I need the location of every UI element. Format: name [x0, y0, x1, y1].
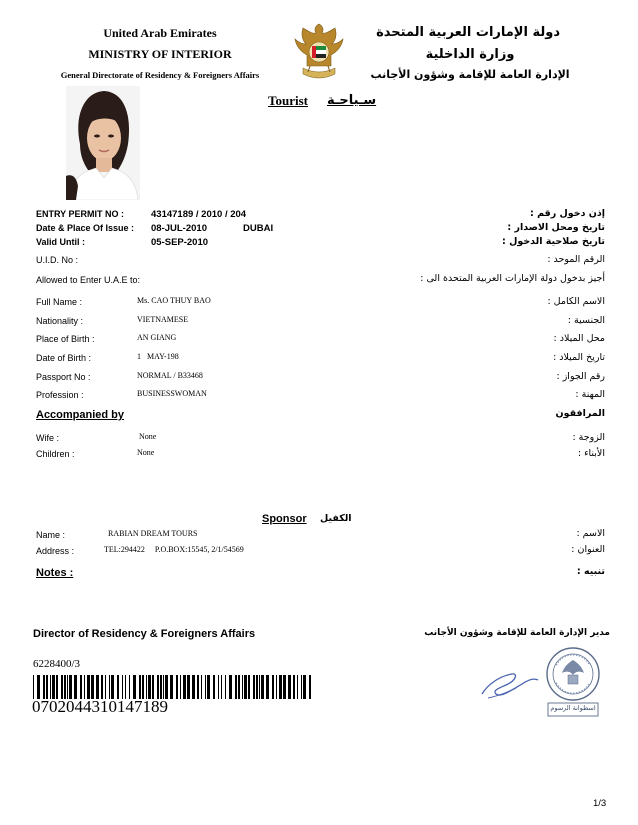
barcode-bar [183, 675, 186, 699]
entry-permit-value: 43147189 / 2010 / 204 [151, 209, 247, 220]
permit-type-title-ar: سـياحـة [327, 93, 377, 108]
director-title-ar: مدير الإدارة العامة للإقامة وشؤون الأجانب [424, 628, 610, 638]
sponsor-address-value: TEL:294422 P.O.BOX:15545, 2/1/54569 [104, 545, 244, 554]
profession-label-ar: المهنة : [575, 389, 605, 400]
header-directorate: General Directorate of Residency & Foreigners Affairs [60, 70, 260, 80]
barcode-bar [242, 675, 243, 699]
nationality-value: VIETNAMESE [137, 315, 189, 324]
full-name-label-ar: الاسم الكامل : [547, 296, 605, 307]
barcode-bar [142, 675, 144, 699]
header-ministry-ar: وزارة الداخلية [425, 47, 515, 62]
passport-no-label: Passport No : [36, 372, 91, 382]
barcode-bar [229, 675, 232, 699]
uid-label-ar: الرقم الموحد : [547, 254, 605, 265]
permit-type-title: Tourist [268, 93, 308, 108]
barcode-bar [152, 675, 154, 699]
barcode [33, 675, 311, 699]
barcode-bar [303, 675, 306, 699]
barcode-bar [37, 675, 40, 699]
applicant-photo [66, 86, 140, 200]
valid-until-label-ar: تاريخ صلاحية الدخول : [502, 236, 605, 247]
barcode-bar [117, 675, 119, 699]
date-place-label: Date & Place Of Issue : [36, 223, 135, 233]
nationality-label: Nationality : [36, 316, 84, 326]
barcode-bar [133, 675, 136, 699]
barcode-bar [261, 675, 264, 699]
barcode-bar [105, 675, 106, 699]
barcode-bar [279, 675, 282, 699]
barcode-bar [176, 675, 178, 699]
barcode-number: 0702044310147189 [32, 697, 168, 716]
sponsor-title-ar: الكفيل [320, 513, 352, 524]
barcode-bar [253, 675, 255, 699]
barcode-bar [148, 675, 151, 699]
valid-until-label: Valid Until : [36, 237, 86, 247]
accompanied-title: Accompanied by [36, 409, 125, 421]
barcode-bar [109, 675, 110, 699]
director-signature [478, 668, 548, 702]
barcode-bar [84, 675, 85, 699]
barcode-bar [187, 675, 190, 699]
barcode-bar [163, 675, 164, 699]
barcode-bar [46, 675, 48, 699]
barcode-bar [125, 675, 126, 699]
sponsor-title: Sponsor [262, 513, 307, 525]
profession-label: Profession : [36, 390, 84, 400]
barcode-bar [43, 675, 45, 699]
stamp-caption: اسطوانة الرسوم [550, 704, 596, 712]
barcode-bar [192, 675, 195, 699]
wife-label: Wife : [36, 433, 60, 443]
barcode-bar [283, 675, 286, 699]
barcode-bar [201, 675, 202, 699]
barcode-bar [288, 675, 291, 699]
barcode-bar [180, 675, 181, 699]
accompanied-title-ar: المرافقون [555, 408, 605, 419]
barcode-bar [301, 675, 302, 699]
barcode-bar [101, 675, 103, 699]
barcode-bar [309, 675, 311, 699]
issue-date-value: 08-JUL-2010 [151, 223, 207, 234]
barcode-bar [238, 675, 240, 699]
nationality-label-ar: الجنسية : [567, 315, 605, 326]
date-of-birth-label: Date of Birth : [36, 353, 92, 363]
sponsor-address-label-ar: العنوان : [571, 544, 605, 555]
barcode-bar [235, 675, 237, 699]
uid-label: U.I.D. No : [36, 255, 79, 265]
sponsor-name-value: RABIAN DREAM TOURS [108, 529, 198, 538]
barcode-bar [160, 675, 162, 699]
notes-label-ar: تنبيه : [576, 566, 605, 577]
header-directorate-ar: الإدارة العامة للإقامة وشؤون الأجانب [370, 68, 570, 81]
barcode-bar [197, 675, 199, 699]
barcode-bar [91, 675, 94, 699]
valid-until-value: 05-SEP-2010 [151, 237, 209, 248]
uae-emblem-icon [293, 22, 345, 82]
barcode-bar [139, 675, 141, 699]
sponsor-name-label: Name : [36, 530, 66, 540]
barcode-bar [96, 675, 99, 699]
barcode-bar [248, 675, 250, 699]
sponsor-address-label: Address : [36, 546, 75, 556]
barcode-bar [50, 675, 51, 699]
allowed-label-ar: أجيز بدخول دولة الإمارات العربية المتحدة الى : [420, 273, 605, 284]
children-label: Children : [36, 449, 75, 459]
barcode-bar [80, 675, 82, 699]
reference-number: 6228400/3 [33, 658, 81, 670]
barcode-bar [221, 675, 222, 699]
barcode-bar [225, 675, 226, 699]
passport-no-value: NORMAL / B33468 [137, 371, 203, 380]
issue-place-value: DUBAI [243, 223, 274, 234]
passport-no-label-ar: رقم الجواز : [556, 371, 605, 382]
barcode-bar [122, 675, 123, 699]
entry-permit-label: ENTRY PERMIT NO : [36, 209, 125, 219]
barcode-bar [170, 675, 173, 699]
full-name-value: Ms. CAO THUY BAO [137, 296, 211, 305]
place-of-birth-label: Place of Birth : [36, 334, 95, 344]
barcode-bar [74, 675, 77, 699]
barcode-bar [52, 675, 55, 699]
barcode-bar [272, 675, 274, 699]
barcode-bar [157, 675, 159, 699]
barcode-bar [213, 675, 215, 699]
full-name-label: Full Name : [36, 297, 83, 307]
barcode-bar [69, 675, 72, 699]
notes-label: Notes : [36, 567, 74, 579]
barcode-bar [33, 675, 34, 699]
barcode-bar [207, 675, 210, 699]
barcode-bar [87, 675, 90, 699]
header-ministry: MINISTRY OF INTERIOR [88, 47, 232, 61]
barcode-bar [276, 675, 277, 699]
place-of-birth-label-ar: محل الميلاد : [553, 333, 605, 344]
barcode-bar [61, 675, 63, 699]
barcode-bar [266, 675, 269, 699]
director-title: Director of Residency & Foreigners Affairs [33, 628, 256, 640]
barcode-bar [297, 675, 298, 699]
children-value: None [137, 448, 155, 457]
barcode-bar [56, 675, 58, 699]
entry-permit-label-ar: إذن دخول رقم : [529, 208, 605, 219]
barcode-bar [259, 675, 260, 699]
barcode-bar [293, 675, 295, 699]
wife-label-ar: الزوجة : [572, 432, 605, 443]
header-country: United Arab Emirates [103, 26, 217, 40]
barcode-bar [244, 675, 247, 699]
barcode-bar [111, 675, 114, 699]
profession-value: BUSINESSWOMAN [137, 389, 207, 398]
page-number: 1/3 [593, 798, 607, 809]
allowed-label: Allowed to Enter U.A.E to: [36, 275, 141, 285]
barcode-bar [205, 675, 206, 699]
barcode-bar [67, 675, 68, 699]
wife-value: None [139, 432, 157, 441]
date-of-birth-value: 1 MAY-198 [137, 352, 179, 361]
date-place-label-ar: تاريخ ومحل الاصدار : [507, 222, 605, 233]
sponsor-name-label-ar: الاسم : [576, 528, 605, 539]
barcode-bar [146, 675, 147, 699]
barcode-bar [64, 675, 66, 699]
date-of-birth-label-ar: تاريخ الميلاد : [553, 352, 605, 363]
barcode-bar [129, 675, 130, 699]
barcode-bar [165, 675, 168, 699]
header-country-ar: دولة الإمارات العربية المتحدة [376, 25, 560, 40]
barcode-bar [256, 675, 258, 699]
children-label-ar: الأبناء : [577, 448, 605, 459]
place-of-birth-value: AN GIANG [137, 333, 177, 342]
barcode-bar [218, 675, 219, 699]
